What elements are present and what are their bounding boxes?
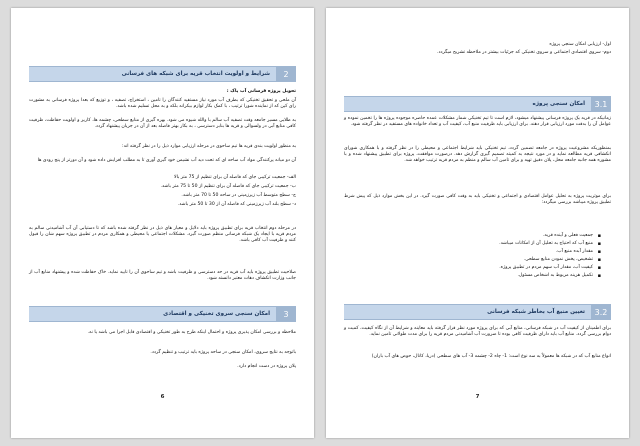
section-number: 3.1 bbox=[591, 97, 611, 111]
paragraph: در مرحله دوم انتخاب قریه برای تطبیق پروژه باید دلایل و معیار های ذیل در نظر گرفته شده باشد که تا دستیابی آن آب آشامیدنی سالم به مردم قریه با ایجاد یک شبکه فرسانی منظم صورت گیرد. مشکلات اجتماعی یا محیطی و همکاری مردم در تطبیق پروژه سهم شان را قبول کنند و ظرفیت آب کافی باشد. bbox=[29, 226, 296, 244]
bullet-list bbox=[344, 232, 611, 280]
page-6 bbox=[11, 8, 314, 438]
list-item: ▪ جمعیت فعلی و آینده قریه. bbox=[344, 232, 601, 240]
list-item: ▪ مقدار آبده منبع آب. bbox=[344, 248, 601, 256]
list-item: ▪ تشخیص، پخش نمودن منابع سطحی. bbox=[344, 256, 601, 264]
paragraph: آن دو میانه پرکنندگی مواد آب ساحه ای که تحت دید آب نشیمن خود گیری آوری تا به مطلب افزایش داده شود و آن دورتر از پنج رودی ها bbox=[37, 158, 296, 163]
section-title: امکان سنجی سروی تخنیکی و اقتصادی bbox=[163, 311, 270, 317]
paragraph: صلاحیت تطبیق پروژه باید آب قریه در حد دسترسی و ظرفیت باشد و تیم ساحوی آن را تایید نماید. خاک حفاظت شده و پیشنهاد منابع آب از جانب وزارت انکشاف دهات معتبر دانسته شود. bbox=[29, 270, 296, 282]
intro-line: دوم- سروی اقتصادی اجتماعی و سروی تخنیکی که جزئیات بیشتر در ملاحظه تشریح میگردد. bbox=[436, 50, 611, 55]
list-item: ▪ کیفیت آب، مقدار آب سهم مردم در تطبیق پروژه. bbox=[344, 264, 601, 272]
section-heading-feasibility bbox=[29, 306, 296, 322]
section-title: امکان سنجی پروژه bbox=[532, 101, 585, 107]
paragraph: برای اطمینان از کیفیت آب در شبکه فرسانی، منابع آبی که برای پروژه مورد نظر قرار گرفته باید معاینه و شرایط آن از نگاه کیفیت، کمیت و دوام بررسی گردد. منابع آب باید دارای ظرفیت کافی بوده تا ضرورت آب آشامیدنی مردم قریه را برای مدت طولانی تامین نماید. bbox=[344, 326, 611, 338]
section-heading-conditions bbox=[29, 66, 296, 82]
page-number: 6 bbox=[160, 394, 165, 400]
intro-line: اول- ارزیابی امکان سنجی پروژه bbox=[549, 42, 611, 47]
condition-item: ج- سطح متوسط آب زیرزمینی در ساحه 50 تا 70 متر باشد. bbox=[181, 193, 296, 198]
condition-item: د- سطح بلند آب زیرزمینی که فاصله آن از 30 تا 50 متر باشد. bbox=[177, 202, 296, 207]
paragraph: به طلایی مسیر جامعه وقت تصفیه آب سالم با والله شیوه می شود. بهره گیری از منابع سطحی، چشمه ها، کاریز و اولویت حفاظت، ظرفیت کافی منابع آبی در ولسوالی و قریه ها بنابر دسترسی ، به بکار بهتر فاصله بعد از آن در جریان پیشنهاد گردد. bbox=[29, 118, 296, 130]
paragraph: آن ملحی و تحقیق تخنیکی که بطرف آب مورد نیاز مستفید کنندگان را تامین ، استخراج، تصفیه ، و توزیع که بعدا پروژه فرسانی به مشورت رای کین که از نماینده شورا ترتیب ، با کمک بکار لوازم بیکرانه بلکه و به محل تسلیم شده باشد. bbox=[29, 98, 296, 110]
paragraph: انواع منابع آب که در شبکه ها معمولاً به سه نوع است: 1- چاه 2- چشمه 3- آب های سطحی (دریا، کانال، حوض های آب باران) bbox=[371, 354, 611, 359]
paragraph: بمنظوریکه مشروعیت پروژه در جامعه تضمین گردد، تیم تخنیکی باید شرایط اجتماعی و محیطی را در نظر گرفته و با همکاری شورای انکشافی قریه مطالعه نماید و در مورد نتیجه به کمیته تصمیم گیری گزارش دهد. درصورت موافقت، پروژه برای تطبیق پیشنهاد شده و با مشوره همه جانبه جامعه محل، پلان دقیق تهیه و برای تامین آب سالم و منظم به مردم قریه ترتیب خواهد شد. bbox=[344, 146, 611, 164]
section-title: شرایط و اولویت انتخاب قریه برای شبکه های فرسانی bbox=[121, 71, 270, 77]
section-heading-water-source bbox=[344, 304, 611, 320]
section-number: 3 bbox=[276, 307, 296, 321]
section-number: 3.2 bbox=[591, 305, 611, 319]
list-item: ▪ تکمیل هزینه مربوط به اشخاص مسئول. bbox=[344, 272, 601, 280]
paragraph: برای موثریت پروژه به تحلیل عوامل اقتصادی و اجتماعی و تخنیکی باید به وقت کافی صورت گیرد. در این بخش موارد ذیل که پیش شرط تطبیق پروژه میباشد بررسی میگردد: bbox=[344, 194, 611, 206]
paragraph-heading: تحویل پروژه فرسانی آب پاک : bbox=[226, 89, 296, 94]
paragraph: زمانیکه در قریه یک پروژه فرسانی پیشنهاد میشود، لازم است تا تیم تخنیکی شمار مشکلات عمده حاضره موجوده پروژه ها را تخمین نموده و عوامل آن را بدقت مورد ارزیابی قرار دهند. برای ارزیابی باید ظرفیت منبع آب، کیفیت آب و تعداد خانواده های مستفید در نظر گرفته شود. bbox=[344, 116, 611, 128]
page-number: 7 bbox=[475, 394, 480, 400]
paragraph: پلان پروژه در دست انجام دارد. bbox=[237, 364, 296, 369]
paragraph: باتوجه به نتایج سروی، امکان سنجی در ساحه پروژه باید ترتیب و تنظیم گردد. bbox=[150, 350, 296, 355]
condition-item: ب- جمعیت ترکیبی جای که فاصله آن برای تنظیم از 50 تا 75 متر باشد. bbox=[160, 184, 296, 189]
section-title: تعیین منبع آب بخاطر شبکه فرسانی bbox=[487, 309, 585, 315]
list-item: ▪ منبع آب که احتیاج به تحلیل آن از امکانات میباشد. bbox=[344, 240, 601, 248]
section-heading-feasibility bbox=[344, 96, 611, 112]
condition-item: الف- جمعیت ترکیبی جای که فاصله آن برای تنظیم از 75 متر بالا bbox=[173, 175, 296, 180]
section-number: 2 bbox=[276, 67, 296, 81]
paragraph: ملاحظه و بررسی امکان پذیری پروژه و احتمال اینکه طرح به طور تخنیکی و اقتصادی قابل اجرا می باشد یا نه. bbox=[87, 330, 296, 335]
page-7 bbox=[326, 8, 629, 438]
paragraph: به منظور اولویت بندی قریه ها تیم ساحوی در مرحله ارزیابی موارد ذیل را در نظر گرفته اند: bbox=[122, 144, 296, 149]
